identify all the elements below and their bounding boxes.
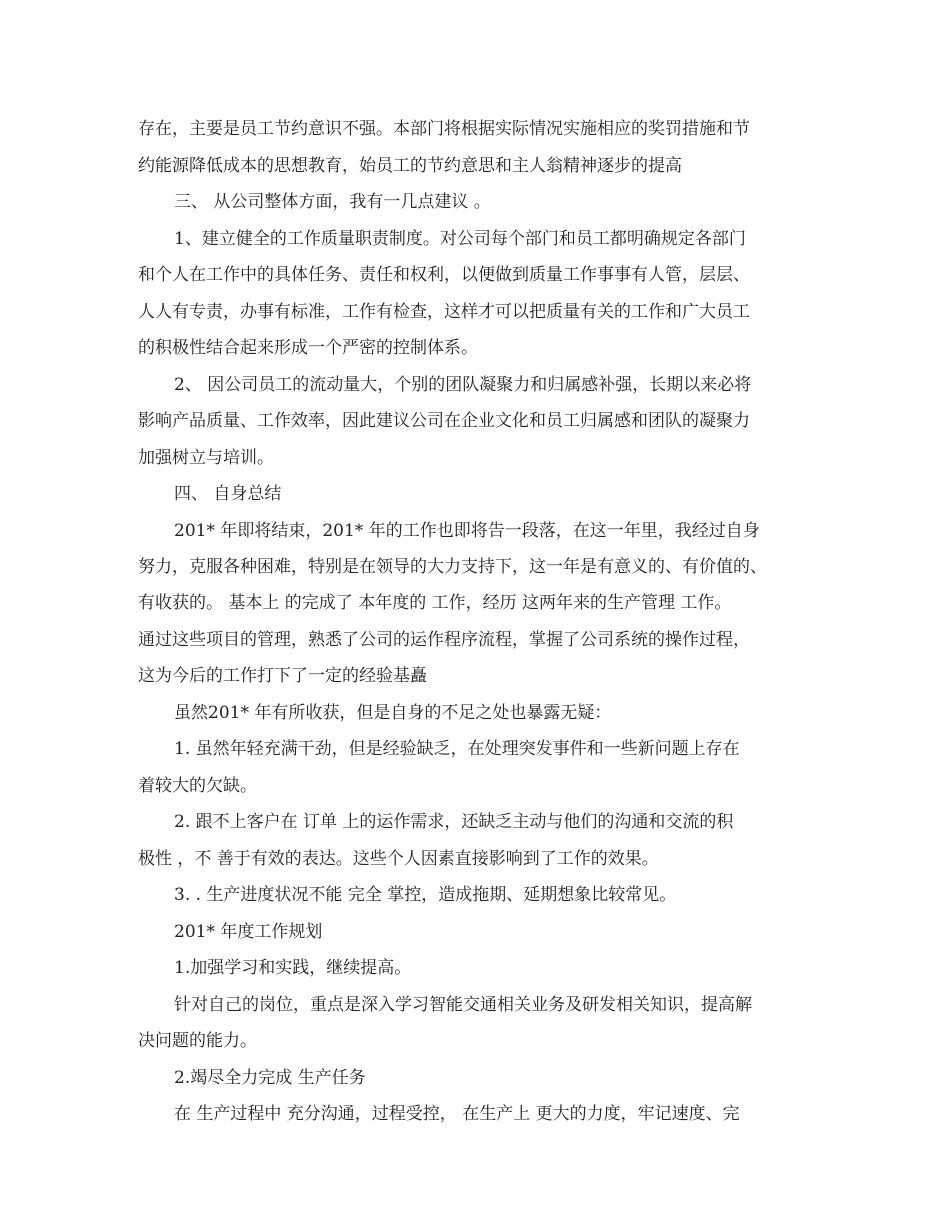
section-heading: 三、 从公司整体方面，我有一几点建议 。 xyxy=(174,192,491,212)
text-line: 约能源降低成本的思想教育，始员工的节约意思和主人翁精神逐步的提高 xyxy=(138,156,682,176)
text-line: 影响产品质量、工作效率，因此建议公司在企业文化和员工归属感和团队的凝聚力 xyxy=(138,411,750,431)
text-line: 和个人在工作中的具体任务、责任和权利，以便做到质量工作事事有人管，层层、 xyxy=(138,265,750,285)
text-line: 在 生产过程中 充分沟通，过程受控， 在生产上 更大的力度，牢记速度、完 xyxy=(174,1104,740,1124)
text-line: 虽然201* 年有所收获，但是自身的不足之处也暴露无疑： xyxy=(174,703,612,723)
section-heading: 四、 自身总结 xyxy=(174,484,282,504)
text-line: 着较大的欠缺。 xyxy=(138,776,257,796)
text-line: 极性 ，不 善于有效的表达。这些个人因素直接影响到了工作的效果。 xyxy=(138,849,659,869)
text-line: 1.加强学习和实践，继续提高。 xyxy=(174,958,412,978)
text-line: 1. 虽然年轻充满干劲，但是经验缺乏，在处理突发事件和一些新问题上存在 xyxy=(174,739,740,759)
text-line: 2、 因公司员工的流动量大，个别的团队凝聚力和归属感补强，长期以来必将 xyxy=(174,375,752,395)
text-line: 1、建立健全的工作质量职责制度。对公司每个部门和员工都明确规定各部门 xyxy=(174,229,746,249)
text-line: 加强树立与培训。 xyxy=(138,448,274,468)
text-line: 针对自己的岗位，重点是深入学习智能交通相关业务及研发相关知识，提高解 xyxy=(174,995,752,1015)
text-line: 决问题的能力。 xyxy=(138,1031,257,1051)
text-line: 201* 年即将结束，201* 年的工作也即将告一段落，在这一年里，我经过自身 xyxy=(174,521,760,541)
text-line: 有收获的。 基本上 的完成了 本年度的 工作，经历 这两年来的生产管理 工作。 xyxy=(138,593,732,613)
text-line: 2.竭尽全力完成 生产任务 xyxy=(174,1068,366,1088)
text-line: 3. . 生产进度状况不能 完全 掌控，造成拖期、延期想象比较常见。 xyxy=(174,885,677,905)
text-line: 的积极性结合起来形成一个严密的控制体系。 xyxy=(138,338,478,358)
text-line: 努力，克服各种困难，特别是在领导的大力支持下，这一年是有意义的、有价值的、 xyxy=(138,557,767,577)
text-line: 存在，主要是员工节约意识不强。本部门将根据实际情况实施相应的奖罚措施和节 xyxy=(138,119,750,139)
text-line: 2. 跟不上客户在 订单 上的运作需求，还缺乏主动与他们的沟通和交流的积 xyxy=(174,812,734,832)
text-line: 人人有专责，办事有标准，工作有检查，这样才可以把质量有关的工作和广大员工 xyxy=(138,302,750,322)
text-line: 通过这些项目的管理，熟悉了公司的运作程序流程，掌握了公司系统的操作过程， xyxy=(138,630,750,650)
text-line: 这为今后的工作打下了一定的经验基矗 xyxy=(138,666,427,686)
section-heading: 201* 年度工作规划 xyxy=(174,922,323,942)
